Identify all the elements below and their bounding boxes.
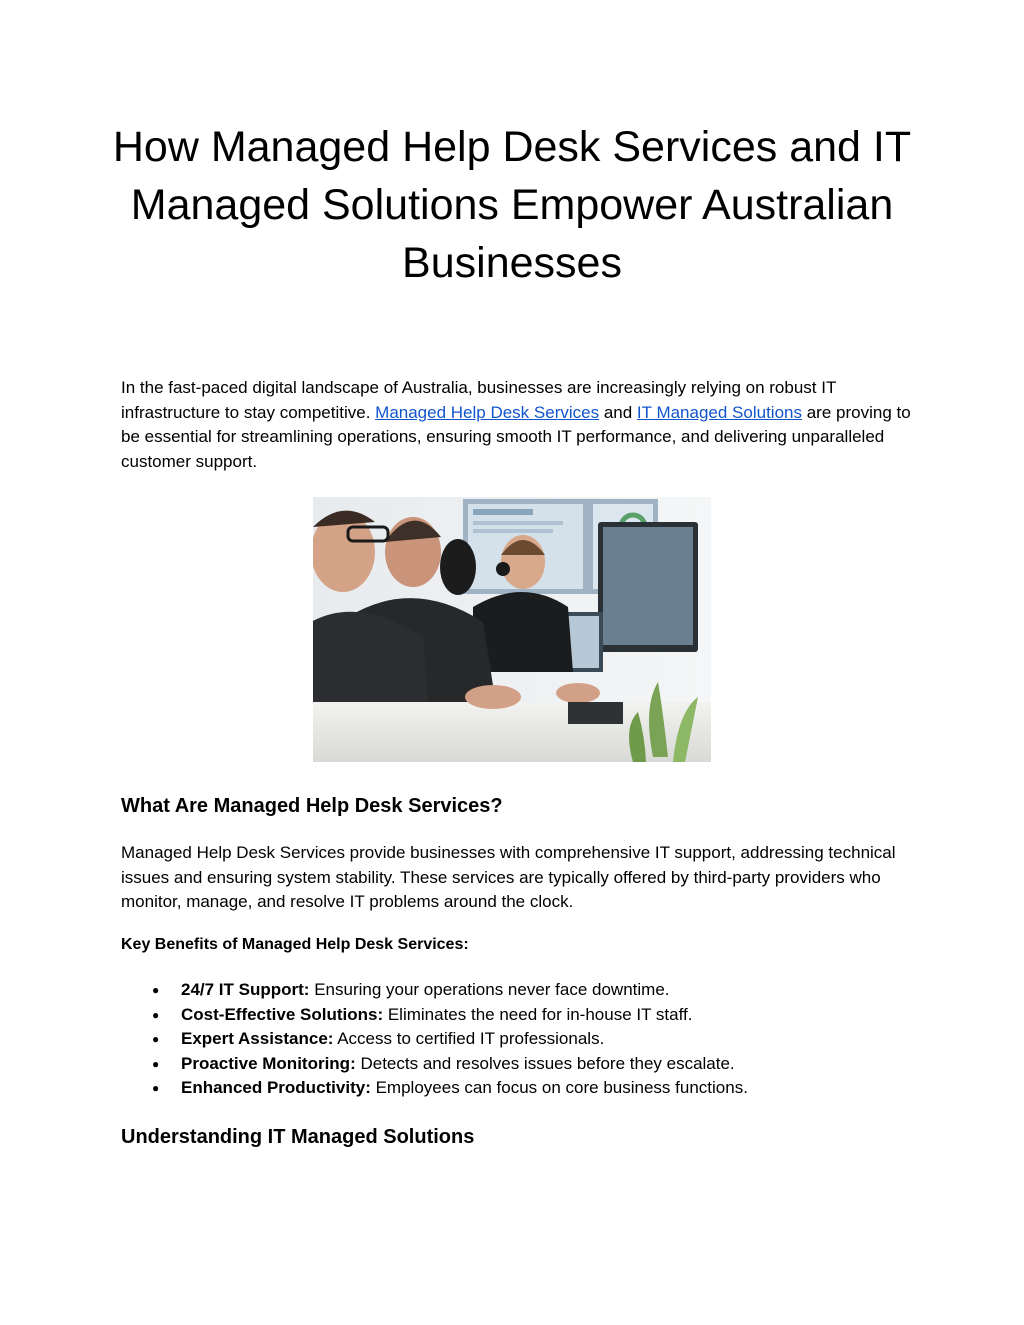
bullet-icon: ● [152,983,160,997]
list-item [121,978,911,1003]
help-desk-team-photo [313,497,711,762]
benefit-label: Enhanced Productivity: [181,1078,371,1097]
benefit-text: Access to certified IT professionals. [333,1029,605,1048]
bullet-icon: ● [152,1081,160,1095]
list-item [121,1052,911,1077]
list-item [121,1027,911,1052]
help-desk-paragraph: Managed Help Desk Services provide businesses with comprehensive IT support, addressing technical issues and ensuring system stability. These services are typically offered by third-party providers who monitor, manage, and resolve IT problems around the clock. [121,843,896,911]
benefit-text: Ensuring your operations never face downtime. [309,980,670,999]
section-heading-it-managed: Understanding IT Managed Solutions [121,1126,475,1148]
managed-help-desk-link[interactable]: Managed Help Desk Services [375,402,600,422]
benefit-text: Employees can focus on core business functions. [370,1078,748,1097]
intro-text-1: In the fast-paced digital landscape of Australia, businesses are increasingly relying on robust IT infrastructure to stay competitive. [121,378,837,422]
intro-text-2: and [599,402,637,422]
intro-paragraph [121,376,911,474]
bullet-icon: ● [152,1032,160,1046]
benefit-text: Eliminates the need for in-house IT staff. [383,1004,693,1024]
benefits-heading: Key Benefits of Managed Help Desk Services: [121,936,469,953]
bullet-icon: ● [152,1056,160,1071]
section-heading-help-desk: What Are Managed Help Desk Services? [121,795,503,817]
bullet-icon: ● [152,1007,160,1022]
list-item [121,1003,911,1028]
benefit-label: Proactive Monitoring: [181,1053,356,1073]
document-title: How Managed Help Desk Services and IT Managed Solutions Empower Australian Businesses [112,123,912,287]
benefit-label: 24/7 IT Support: [181,980,310,999]
intro-text-3: are proving to be essential for streamlining operations, ensuring smooth IT performance, and delivering unparalleled customer support. [121,402,911,471]
it-managed-solutions-link[interactable]: IT Managed Solutions [636,402,802,422]
benefit-text: Detects and resolves issues before they escalate. [355,1053,735,1073]
benefit-label: Cost-Effective Solutions: [181,1004,384,1024]
benefit-label: Expert Assistance: [181,1029,334,1048]
list-item [121,1076,911,1101]
benefits-list [121,978,911,1101]
